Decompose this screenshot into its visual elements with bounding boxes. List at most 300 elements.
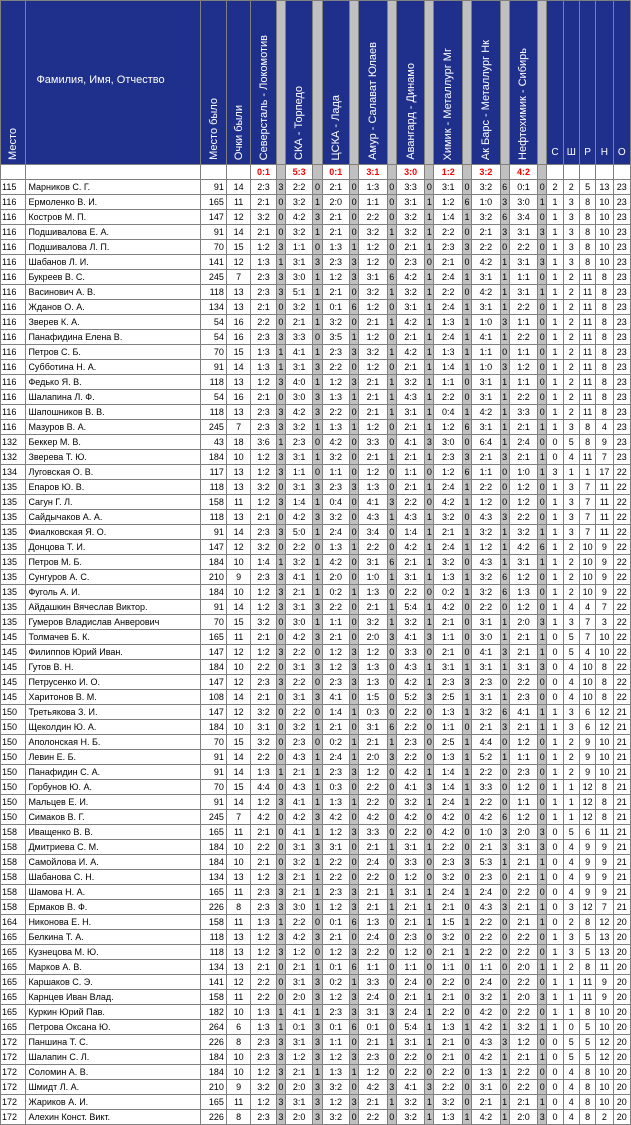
cell-fio: Подшивалова Л. П. <box>26 240 201 255</box>
cell-place-before: 118 <box>201 480 226 495</box>
cell-points-before: 11 <box>226 990 250 1005</box>
cell-prediction: 3:1 <box>285 1035 312 1050</box>
cell-prediction: 1:3 <box>359 480 387 495</box>
cell-prediction: 3:2 <box>396 225 424 240</box>
cell-stat: 3 <box>563 705 579 720</box>
cell-points-before: 16 <box>226 330 250 345</box>
cell-prediction: 3:0 <box>472 630 500 645</box>
cell-prediction: 2:4 <box>322 750 349 765</box>
cell-prediction: 3:1 <box>472 690 500 705</box>
cell-prediction: 2:1 <box>472 450 500 465</box>
cell-prediction: 2:2 <box>359 540 387 555</box>
cell-prediction-points: 0 <box>276 705 285 720</box>
cell-stat: 1 <box>547 330 563 345</box>
table-row <box>1 540 631 555</box>
cell-prediction: 4:2 <box>396 675 424 690</box>
cell-stat: 5 <box>579 1020 595 1035</box>
cell-prediction-points: 1 <box>462 495 471 510</box>
cell-prediction-points: 0 <box>500 1080 509 1095</box>
cell-stat: 4 <box>596 420 613 435</box>
cell-prediction: 2:1 <box>251 825 276 840</box>
cell-prediction: 2:4 <box>434 795 462 810</box>
cell-prediction: 1:4 <box>251 555 276 570</box>
table-row <box>1 390 631 405</box>
cell-stat: 7 <box>579 480 595 495</box>
cell-stat: 0 <box>547 1050 563 1065</box>
cell-prediction-points: 3 <box>313 255 322 270</box>
cell-stat: 23 <box>613 390 630 405</box>
cell-prediction: 1:2 <box>359 465 387 480</box>
cell-prediction-points: 0 <box>538 360 547 375</box>
table-row <box>1 195 631 210</box>
cell-prediction-points: 1 <box>387 1035 396 1050</box>
cell-prediction-points: 1 <box>500 405 509 420</box>
cell-prediction: 2:1 <box>472 225 500 240</box>
cell-prediction-points: 0 <box>538 585 547 600</box>
cell-prediction-points: 0 <box>350 720 359 735</box>
cell-prediction-points: 3 <box>350 1005 359 1020</box>
cell-prediction: 3:4 <box>509 210 537 225</box>
cell-prediction-points: 1 <box>425 240 434 255</box>
cell-stat: 22 <box>613 675 630 690</box>
cell-prediction: 3:1 <box>509 225 537 240</box>
cell-fio: Фиалковская Я. О. <box>26 525 201 540</box>
cell-prediction-points: 3 <box>350 255 359 270</box>
cell-prediction-points: 1 <box>500 690 509 705</box>
cell-prediction: 3:1 <box>285 450 312 465</box>
cell-prediction: 2:1 <box>509 900 537 915</box>
cell-fio: Ермаков В. Ф. <box>26 900 201 915</box>
cell-stat: 21 <box>613 735 630 750</box>
cell-prediction-points: 1 <box>538 645 547 660</box>
cell-prediction-points: 1 <box>350 240 359 255</box>
cell-prediction-points: 1 <box>313 300 322 315</box>
cell-prediction: 3:2 <box>322 1110 349 1125</box>
cell-stat: 10 <box>596 630 613 645</box>
cell-prediction: 3:2 <box>322 315 349 330</box>
cell-prediction: 2:1 <box>359 450 387 465</box>
cell-stat: 20 <box>613 1020 630 1035</box>
cell-prediction: 4:1 <box>396 435 424 450</box>
cell-prediction-points: 1 <box>500 750 509 765</box>
cell-prediction: 4:3 <box>396 390 424 405</box>
cell-place: 165 <box>1 960 26 975</box>
cell-place: 116 <box>1 240 26 255</box>
cell-fio: Куркин Юрий Пав. <box>26 1005 201 1020</box>
cell-stat: 0 <box>547 1110 563 1125</box>
cell-prediction: 2:1 <box>434 645 462 660</box>
cell-prediction-points: 3 <box>313 990 322 1005</box>
cell-prediction: 2:4 <box>434 300 462 315</box>
cell-fio: Левин Е. Б. <box>26 750 201 765</box>
cell-prediction: 4:2 <box>472 1005 500 1020</box>
cell-prediction: 1:4 <box>434 210 462 225</box>
cell-prediction: 1:3 <box>251 255 276 270</box>
cell-prediction-points: 0 <box>425 975 434 990</box>
cell-prediction-points: 0 <box>350 840 359 855</box>
cell-stat: 1 <box>547 735 563 750</box>
cell-prediction-points: 3 <box>313 660 322 675</box>
cell-prediction-points: 1 <box>462 540 471 555</box>
cell-stat: 11 <box>596 510 613 525</box>
cell-prediction: 2:3 <box>322 1005 349 1020</box>
cell-prediction: 6:4 <box>472 435 500 450</box>
cell-stat: 3 <box>563 525 579 540</box>
cell-stat: 23 <box>613 285 630 300</box>
cell-prediction: 4:4 <box>251 780 276 795</box>
cell-stat: 2 <box>563 585 579 600</box>
cell-prediction: 1:1 <box>509 270 537 285</box>
cell-prediction: 2:1 <box>359 1035 387 1050</box>
cell-prediction-points: 0 <box>462 825 471 840</box>
cell-prediction: 1:2 <box>359 300 387 315</box>
cell-stat: 5 <box>563 825 579 840</box>
cell-prediction-points: 0 <box>276 960 285 975</box>
cell-points-before: 7 <box>226 270 250 285</box>
cell-stat: 23 <box>613 270 630 285</box>
cell-prediction-points: 0 <box>387 435 396 450</box>
cell-prediction-points: 1 <box>462 300 471 315</box>
cell-stat: 12 <box>596 705 613 720</box>
table-row <box>1 1110 631 1125</box>
cell-prediction: 2:1 <box>251 195 276 210</box>
cell-prediction: 2:1 <box>434 990 462 1005</box>
cell-prediction-points: 1 <box>538 630 547 645</box>
cell-fio: Федько Я. В. <box>26 375 201 390</box>
cell-prediction: 2:2 <box>396 720 424 735</box>
cell-fio: Шапошников В. В. <box>26 405 201 420</box>
cell-prediction-points: 0 <box>276 825 285 840</box>
col-header-fio: Фамилия, Имя, Отчество <box>26 1 201 165</box>
cell-stat: 8 <box>596 300 613 315</box>
cell-prediction: 3:1 <box>472 390 500 405</box>
cell-prediction: 1:3 <box>322 1065 349 1080</box>
cell-prediction: 3:2 <box>396 615 424 630</box>
cell-prediction: 3:1 <box>472 615 500 630</box>
cell-stat: 23 <box>613 345 630 360</box>
cell-prediction-points: 0 <box>462 645 471 660</box>
cell-prediction: 4:2 <box>472 255 500 270</box>
cell-prediction: 1:3 <box>251 345 276 360</box>
cell-prediction-points: 1 <box>276 915 285 930</box>
cell-prediction: 4:3 <box>472 1035 500 1050</box>
cell-place: 158 <box>1 825 26 840</box>
cell-prediction: 3:2 <box>285 855 312 870</box>
cell-prediction-points: 3 <box>538 840 547 855</box>
cell-stat: 21 <box>613 765 630 780</box>
col-header-match-7: Ак Барс - Металлург Нк <box>472 1 500 165</box>
cell-points-before: 11 <box>226 885 250 900</box>
cell-stat: 1 <box>547 960 563 975</box>
cell-stat: 2 <box>547 180 563 195</box>
cell-prediction: 2:0 <box>359 750 387 765</box>
cell-stat: 8 <box>596 375 613 390</box>
cell-prediction-points: 1 <box>313 765 322 780</box>
cell-stat: 1 <box>547 225 563 240</box>
cell-prediction-points: 0 <box>500 480 509 495</box>
cell-prediction: 1:2 <box>359 1065 387 1080</box>
cell-prediction-points: 0 <box>500 870 509 885</box>
cell-prediction: 2:4 <box>434 885 462 900</box>
cell-prediction: 2:2 <box>396 825 424 840</box>
cell-prediction-points: 1 <box>462 780 471 795</box>
cell-stat: 10 <box>596 240 613 255</box>
cell-points-before: 11 <box>226 495 250 510</box>
cell-stat: 9 <box>596 885 613 900</box>
cell-prediction-points: 3 <box>276 420 285 435</box>
cell-prediction-points: 0 <box>350 690 359 705</box>
cell-stat: 0 <box>547 675 563 690</box>
cell-prediction-points: 1 <box>276 255 285 270</box>
cell-prediction-points: 0 <box>462 1095 471 1110</box>
cell-prediction-points: 0 <box>387 480 396 495</box>
cell-stat: 9 <box>579 855 595 870</box>
cell-prediction: 1:2 <box>251 495 276 510</box>
cell-prediction-points: 0 <box>538 1005 547 1020</box>
cell-points-before: 13 <box>226 300 250 315</box>
cell-prediction: 3:1 <box>396 405 424 420</box>
cell-prediction-points: 0 <box>538 735 547 750</box>
cell-prediction-points: 3 <box>313 405 322 420</box>
cell-prediction-points: 1 <box>313 780 322 795</box>
cell-stat: 22 <box>613 615 630 630</box>
cell-prediction: 2:1 <box>396 555 424 570</box>
cell-prediction: 3:3 <box>285 330 312 345</box>
cell-place: 165 <box>1 945 26 960</box>
cell-prediction: 0:1 <box>322 960 349 975</box>
table-row <box>1 285 631 300</box>
cell-place: 150 <box>1 765 26 780</box>
cell-prediction: 2:1 <box>285 765 312 780</box>
cell-stat: 1 <box>547 315 563 330</box>
cell-prediction: 1:3 <box>434 750 462 765</box>
cell-prediction-points: 0 <box>462 1080 471 1095</box>
cell-prediction-points: 1 <box>538 1050 547 1065</box>
cell-place: 145 <box>1 660 26 675</box>
cell-prediction-points: 0 <box>276 300 285 315</box>
cell-points-before: 10 <box>226 555 250 570</box>
cell-prediction-points: 0 <box>387 540 396 555</box>
cell-prediction: 2:2 <box>396 1065 424 1080</box>
cell-place-before: 147 <box>201 675 226 690</box>
cell-prediction: 1:3 <box>434 570 462 585</box>
cell-prediction-points: 0 <box>387 780 396 795</box>
cell-points-before: 12 <box>226 540 250 555</box>
cell-points-before: 10 <box>226 1005 250 1020</box>
table-row <box>1 810 631 825</box>
cell-prediction: 1:4 <box>434 360 462 375</box>
cell-prediction-points: 1 <box>425 225 434 240</box>
cell-prediction: 2:1 <box>285 870 312 885</box>
cell-prediction: 3:3 <box>509 405 537 420</box>
cell-prediction: 4:2 <box>251 810 276 825</box>
cell-stat: 7 <box>579 510 595 525</box>
cell-prediction-points: 3 <box>500 195 509 210</box>
cell-prediction-points: 0 <box>350 1035 359 1050</box>
cell-place: 116 <box>1 210 26 225</box>
result-7: 3:2 <box>472 165 500 180</box>
cell-prediction-points: 0 <box>387 1110 396 1125</box>
cell-prediction-points: 3 <box>538 225 547 240</box>
table-row <box>1 1050 631 1065</box>
cell-prediction: 2:3 <box>251 525 276 540</box>
cell-prediction-points: 0 <box>425 1065 434 1080</box>
cell-prediction: 2:1 <box>434 1050 462 1065</box>
cell-fio: Петрусенко И. О. <box>26 675 201 690</box>
cell-prediction: 2:1 <box>472 840 500 855</box>
cell-stat: 13 <box>596 930 613 945</box>
cell-prediction-points: 0 <box>538 750 547 765</box>
cell-prediction: 4:2 <box>285 405 312 420</box>
cell-prediction-points: 1 <box>500 1095 509 1110</box>
cell-prediction-points: 6 <box>462 420 471 435</box>
cell-prediction-points: 1 <box>425 615 434 630</box>
cell-stat: 20 <box>613 1050 630 1065</box>
cell-fio: Филиппов Юрий Иван. <box>26 645 201 660</box>
cell-prediction-points: 0 <box>500 885 509 900</box>
cell-prediction: 1:3 <box>322 240 349 255</box>
cell-prediction-points: 0 <box>313 330 322 345</box>
cell-prediction: 4:3 <box>396 510 424 525</box>
cell-place: 116 <box>1 405 26 420</box>
cell-fio: Соломин А. В. <box>26 1065 201 1080</box>
cell-prediction-points: 1 <box>500 660 509 675</box>
cell-prediction-points: 1 <box>425 375 434 390</box>
cell-stat: 2 <box>563 405 579 420</box>
cell-prediction-points: 0 <box>387 945 396 960</box>
cell-stat: 9 <box>596 840 613 855</box>
cell-prediction: 2:2 <box>396 705 424 720</box>
cell-prediction-points: 1 <box>500 420 509 435</box>
cell-stat: 10 <box>596 750 613 765</box>
cell-prediction: 3:1 <box>285 660 312 675</box>
cell-stat: 2 <box>563 570 579 585</box>
cell-prediction: 1:3 <box>434 1020 462 1035</box>
cell-prediction-points: 1 <box>425 195 434 210</box>
cell-stat: 3 <box>563 480 579 495</box>
cell-prediction: 3:3 <box>359 825 387 840</box>
cell-stat: 8 <box>596 660 613 675</box>
cell-prediction: 2:3 <box>251 180 276 195</box>
cell-prediction-points: 6 <box>500 210 509 225</box>
cell-prediction: 4:2 <box>434 600 462 615</box>
cell-prediction-points: 3 <box>350 480 359 495</box>
cell-prediction: 1:1 <box>509 345 537 360</box>
cell-prediction-points: 1 <box>425 450 434 465</box>
cell-place: 116 <box>1 375 26 390</box>
cell-prediction-points: 3 <box>276 270 285 285</box>
cell-prediction-points: 0 <box>350 570 359 585</box>
cell-prediction: 2:3 <box>322 675 349 690</box>
cell-stat: 4 <box>563 675 579 690</box>
cell-prediction: 3:1 <box>396 195 424 210</box>
table-row <box>1 405 631 420</box>
cell-points-before: 12 <box>226 210 250 225</box>
cell-prediction-points: 1 <box>350 795 359 810</box>
cell-prediction-points: 1 <box>313 900 322 915</box>
cell-prediction: 3:1 <box>285 480 312 495</box>
cell-prediction: 2:2 <box>509 975 537 990</box>
cell-place-before: 91 <box>201 360 226 375</box>
cell-prediction: 1:2 <box>509 1035 537 1050</box>
cell-prediction: 3:2 <box>396 210 424 225</box>
cell-stat: 22 <box>613 480 630 495</box>
cell-prediction-points: 3 <box>313 1110 322 1125</box>
cell-prediction-points: 0 <box>350 525 359 540</box>
cell-prediction: 1:1 <box>322 615 349 630</box>
cell-prediction: 2:3 <box>396 735 424 750</box>
cell-prediction-points: 3 <box>313 1020 322 1035</box>
cell-prediction: 4:2 <box>472 405 500 420</box>
cell-prediction-points: 3 <box>425 780 434 795</box>
cell-prediction: 2:1 <box>396 900 424 915</box>
table-row <box>1 315 631 330</box>
cell-prediction-points: 1 <box>500 1050 509 1065</box>
cell-prediction-points: 1 <box>462 795 471 810</box>
cell-prediction-points: 0 <box>276 1080 285 1095</box>
cell-stat: 21 <box>613 750 630 765</box>
table-row <box>1 945 631 960</box>
cell-prediction: 1:3 <box>359 915 387 930</box>
cell-prediction-points: 0 <box>538 885 547 900</box>
cell-points-before: 15 <box>226 735 250 750</box>
cell-prediction-points: 3 <box>313 930 322 945</box>
table-row <box>1 330 631 345</box>
cell-prediction: 0:1 <box>509 180 537 195</box>
cell-prediction-points: 3 <box>387 1080 396 1095</box>
cell-prediction: 2:4 <box>359 990 387 1005</box>
table-row <box>1 255 631 270</box>
cell-prediction: 5:1 <box>285 285 312 300</box>
cell-place-before: 184 <box>201 720 226 735</box>
cell-place-before: 184 <box>201 1050 226 1065</box>
cell-stat: 21 <box>613 870 630 885</box>
cell-prediction: 3:1 <box>285 690 312 705</box>
cell-prediction-points: 6 <box>387 555 396 570</box>
cell-prediction: 1:5 <box>359 690 387 705</box>
cell-stat: 3 <box>563 240 579 255</box>
cell-prediction-points: 0 <box>500 780 509 795</box>
cell-prediction-points: 1 <box>500 300 509 315</box>
cell-prediction-points: 0 <box>538 690 547 705</box>
cell-stat: 0 <box>547 885 563 900</box>
cell-stat: 17 <box>596 465 613 480</box>
cell-prediction: 1:0 <box>472 825 500 840</box>
cell-points-before: 13 <box>226 375 250 390</box>
cell-prediction: 1:1 <box>472 345 500 360</box>
cell-prediction-points: 1 <box>425 315 434 330</box>
cell-prediction: 5:2 <box>472 750 500 765</box>
cell-prediction: 2:4 <box>359 930 387 945</box>
cell-fio: Алехин Конст. Викт. <box>26 1110 201 1125</box>
cell-stat: 20 <box>613 1065 630 1080</box>
cell-prediction-points: 0 <box>387 645 396 660</box>
cell-prediction: 2:1 <box>359 405 387 420</box>
cell-prediction-points: 0 <box>500 240 509 255</box>
cell-place: 164 <box>1 915 26 930</box>
cell-stat: 5 <box>563 645 579 660</box>
cell-stat: 23 <box>613 300 630 315</box>
cell-prediction: 4:1 <box>285 795 312 810</box>
cell-prediction-points: 0 <box>276 660 285 675</box>
cell-place: 135 <box>1 615 26 630</box>
cell-place-before: 245 <box>201 420 226 435</box>
cell-prediction-points: 3 <box>350 765 359 780</box>
cell-prediction: 1:2 <box>322 900 349 915</box>
cell-place: 172 <box>1 1050 26 1065</box>
cell-prediction: 1:2 <box>322 1050 349 1065</box>
cell-prediction-points: 0 <box>350 210 359 225</box>
